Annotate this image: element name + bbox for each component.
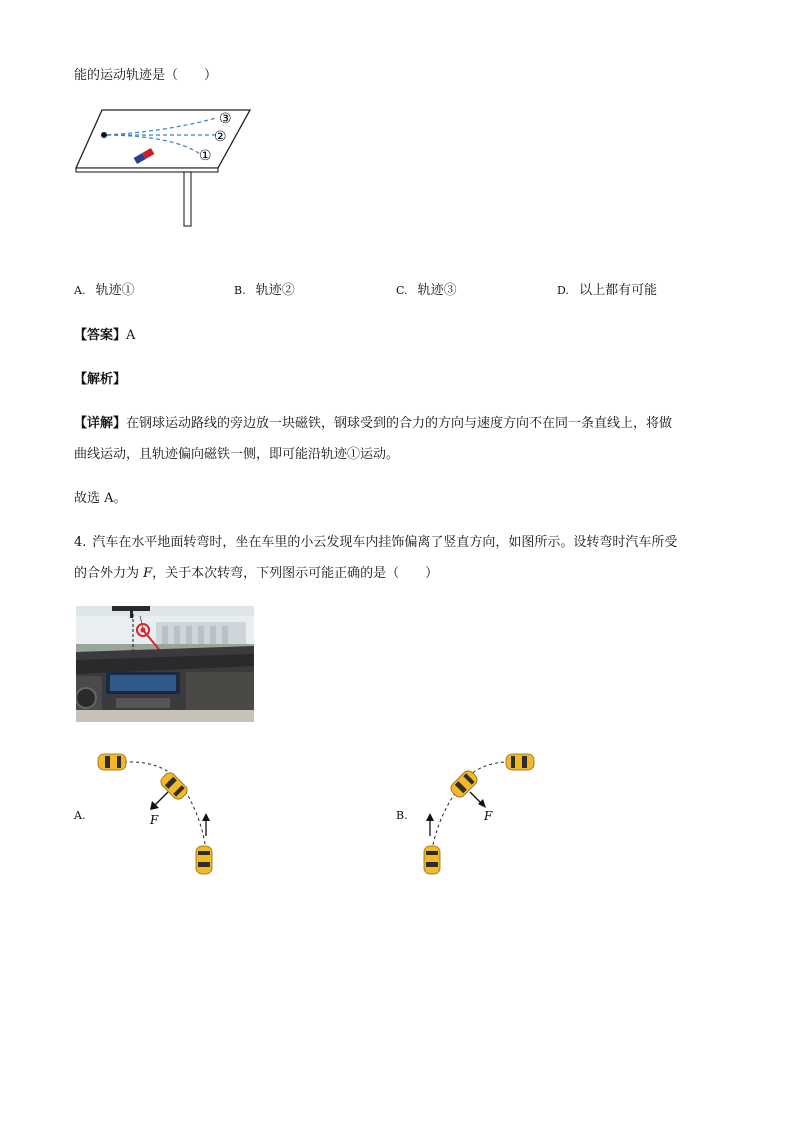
force-label-a: F [150, 813, 159, 827]
steel-ball [101, 132, 107, 138]
option-text: 轨迹③ [417, 283, 457, 298]
q3-answer [74, 326, 135, 346]
car-bottom-a [196, 846, 212, 874]
option-text: 以上都有可能 [579, 283, 658, 298]
q3-option-c [396, 281, 457, 301]
label-2: ② [214, 129, 227, 145]
q4-car-interior-photo [76, 606, 254, 722]
detail-label: 【详解】 [74, 416, 127, 431]
option-letter: A. [74, 284, 86, 297]
q3-table-figure [74, 104, 254, 230]
q4-option-a-figure [90, 742, 230, 884]
table-leg [184, 172, 191, 226]
q3-stem-tail: 能的运动轨迹是（ ） [74, 68, 218, 83]
q4-stem-line1 [74, 533, 677, 553]
label-3: ③ [219, 111, 232, 127]
option-letter: D. [557, 284, 569, 297]
label-1: ① [199, 148, 212, 164]
q4-option-b-letter: B. [396, 809, 408, 822]
q3-detail-line2: 曲线运动，且轨迹偏向磁铁一侧，即可能沿轨迹①运动。 [74, 447, 400, 462]
q4-option-b-figure [412, 742, 552, 884]
q4-force-var: F [143, 566, 153, 581]
detail-text: 在钢球运动路线的旁边放一块磁铁，钢球受到的合力的方向与速度方向不在同一条直线上，将做 [126, 416, 673, 431]
q3-conclusion: 故选 A。 [74, 491, 127, 506]
q4-number: 4. [74, 535, 87, 550]
q4-option-a-letter: A. [74, 809, 86, 822]
q3-analysis-label: 【解析】 [74, 372, 127, 387]
q3-option-b [234, 281, 295, 301]
answer-value: A [126, 328, 136, 343]
option-letter: B. [234, 284, 246, 297]
answer-label: 【答案】 [74, 328, 127, 343]
q3-option-a [74, 281, 135, 301]
q4-stem-line2 [74, 564, 438, 584]
q4-line2-post: ，关于本次转弯，下列图示可能正确的是（ ） [152, 566, 439, 581]
q4-text: 汽车在水平地面转弯时，坐在车里的小云发现车内挂饰偏离了竖直方向，如图所示。设转弯时汽车所受 [92, 535, 678, 550]
car-middle-b [448, 768, 479, 799]
option-letter: C. [396, 284, 408, 297]
car-top-a [98, 754, 126, 770]
tabletop-edge [76, 168, 218, 172]
force-label-b: F [484, 809, 493, 823]
q4-line2-pre: 的合外力为 [74, 566, 144, 581]
q3-detail-line1 [74, 414, 672, 434]
car-top-b [506, 754, 534, 770]
car-bottom-b [424, 846, 440, 874]
option-text: 轨迹① [95, 283, 135, 298]
q3-option-d [557, 281, 657, 301]
option-text: 轨迹② [255, 283, 295, 298]
